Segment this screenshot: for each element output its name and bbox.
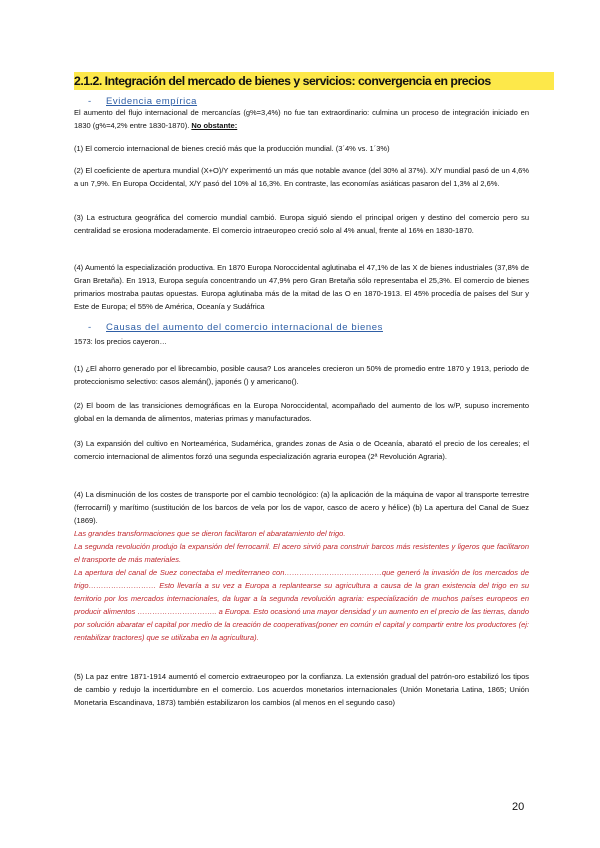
cause-4: (4) La disminución de los costes de transporte por el cambio tecnológico: (a) la aplicación de la máquina de vapor al transporte terrestre (ferrocarril) y marítimo (sustitución de los barcos de vela por los de vapor, casco de acero y hélice) (b) La apertura del Canal de Suez (1869). <box>74 490 529 526</box>
note-1: Las grandes transformaciones que se dieron facilitaron el abaratamiento del trigo. <box>74 529 346 538</box>
cause-1: (1) ¿El ahorro generado por el librecambio, posible causa? Los aranceles crecieron un 50% de promedio entre 1870 y 1913, periodo de proteccionismo selectivo: casos alemán(), japonés () y americano(). <box>74 364 529 387</box>
cause-5: (5) La paz entre 1871-1914 aumentó el comercio extraeuropeo por la confianza. La extensión gradual del patrón-oro estabilizó los tipos de cambio y redujo la incertidumbre en el comercio. Los acuerdos monetarios internacionales (Unión Monetaria Latina, 1865; Unión Monetaria Escandinava, 1873) también estabilizaron los cambios (al menos en el segundo caso) <box>74 672 529 708</box>
evidence-2: (2) El coeficiente de apertura mundial (X+O)/Y experimentó un más que notable avance (del 30% al 37%). X/Y mundial pasó de un 4,6% a un 7,9%. En Europa Occidental, X/Y pasó del 10% al 16,3%. En contraste, las economías asiáticas pasaron del 1,3% al 2,6%. <box>74 166 529 189</box>
note-3: La apertura del canal de Suez conectaba el mediterraneo con…………………………………que generó la invasión de los mercados de trigo……………………… Esto llevaría a su vez a Europa a replantearse su agricultura a causa de la gran existencia del trigo en su territorio por los mercados internacionales, da lugar a la segunda revolución agraria: especialización de muchos países europeos en producir alimentos ………………………….. a Europa. Esto ocasionó una mayor densidad y un aumento en el precio de las tierras, dando por solución abaratar el capital por medio de la creación de cooperativas(poner en común el capital y compartir entre los productores (ej: rentabilizar tractores) que se utilizaba en la agricultura). <box>74 568 529 643</box>
causes-intro: 1573: los precios cayeron… <box>74 337 167 346</box>
section-heading: 2.1.2. Integración del mercado de bienes y servicios: convergencia en precios <box>74 72 554 90</box>
cause-2: (2) El boom de las transiciones demográficas en la Europa Noroccidental, acompañado del aumento de los w/P, supuso incremento global en la demanda de alimentos, materias primas y manufacturados. <box>74 401 529 424</box>
intro-paragraph: El aumento del flujo internacional de mercancías (g%=3,4%) no fue tan extraordinario: culmina un proceso de integración iniciado en 1830 (g%=4,2% entre 1830-1870). No obstante: <box>74 108 529 131</box>
page-number: 20 <box>512 801 525 813</box>
subheading-causas: - Causas del aumento del comercio internacional de bienes <box>88 322 383 333</box>
subheading-evidencia: - Evidencia empírica <box>88 96 198 107</box>
evidence-3: (3) La estructura geográfica del comercio mundial cambió. Europa siguió siendo el principal origen y destino del comercio pero su centralidad se erosiona moderadamente. El comercio intraeuropeo creció solo al 4% anual, frente al 16% en 1830-1870. <box>74 213 529 236</box>
evidence-1: (1) El comercio internacional de bienes creció más que la producción mundial. (3´4% vs. 1´3%) <box>74 144 390 153</box>
note-2: La segunda revolución produjo la expansión del ferrocarril. El acero sirvió para construir barcos más resistentes y ligeros que facilitaron el transporte de más materiales. <box>74 542 529 565</box>
cause-3: (3) La expansión del cultivo en Norteamérica, Sudamérica, grandes zonas de Asia o de Oceanía, abarató el precio de los cereales; el comercio internacional de alimentos forzó una segunda especialización agraria europea (2ª Revolución Agraria). <box>74 439 529 462</box>
evidence-4: (4) Aumentó la especialización productiva. En 1870 Europa Noroccidental aglutinaba el 47,1% de las X de bienes industriales (37,8% de Gran Bretaña). En 1913, Europa seguía concentrando un 47,9% pero Gran Bretaña sólo representaba el 25,3%. El comercio de bienes primarios mostraba pautas opuestas. Europa aglutinaba más de la mitad de las O en 1870-1913. El 45% procedía de países del Sur y Este de Europa; el 55% de América, Oceanía y Sudáfrica <box>74 263 529 312</box>
